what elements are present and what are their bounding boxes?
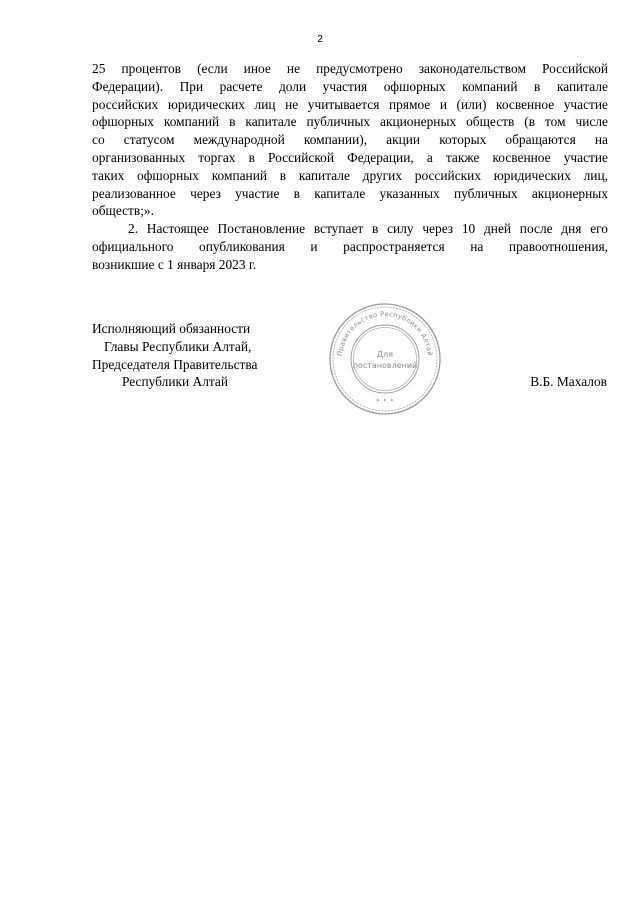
text-line: таких офшорных компаний в капитале других российских юридических лиц,	[92, 167, 608, 183]
seal-center-text: постановлений	[352, 361, 418, 370]
text-line: Федерации). При расчете доли участия офшорных компаний в капитале	[92, 78, 608, 94]
official-seal-stamp	[328, 302, 442, 416]
page-number: 2	[317, 34, 323, 45]
text-line: реализованное через участие в капитале указанных публичных акционерных	[92, 185, 608, 201]
seal-center-text: Для	[376, 350, 394, 359]
document-body	[92, 60, 608, 274]
signatory-name: В.Б. Махалов	[530, 374, 607, 389]
paragraph-effective-date	[92, 220, 608, 273]
position-line: Республики Алтай	[122, 374, 229, 390]
signatory-position	[92, 320, 292, 391]
paragraph-continuation	[92, 60, 608, 220]
text-line: 25 процентов (если иное не предусмотрено законодательством Российской	[92, 61, 608, 76]
position-line: Председателя Правительства	[92, 356, 258, 372]
text-line: официального опубликования и распространяется на правоотношения,	[92, 238, 608, 254]
text-line: офшорных компаний в капитале публичных акционерных обществ (в том числе	[92, 114, 608, 130]
seal-outer-text: Правительство Республики Алтай	[336, 309, 434, 357]
text-line: со статусом международной компании), акции которых обращаются на	[92, 132, 608, 148]
svg-text:✦ ✦ ✦: ✦ ✦ ✦	[375, 398, 395, 404]
text-line: возникшие с 1 января 2023 г.	[92, 256, 257, 272]
position-line: Главы Республики Алтай,	[104, 338, 252, 354]
text-line: организованных торгах в Российской Федерации, а также косвенное участие	[92, 149, 608, 165]
text-line: российских юридических лиц не учитывается прямое и (или) косвенное участие	[92, 96, 608, 112]
position-line: Исполняющий обязанности	[92, 321, 251, 336]
text-line: 2. Настоящее Постановление вступает в силу через 10 дней после дня его	[128, 221, 608, 237]
text-line: обществ;».	[92, 203, 154, 219]
